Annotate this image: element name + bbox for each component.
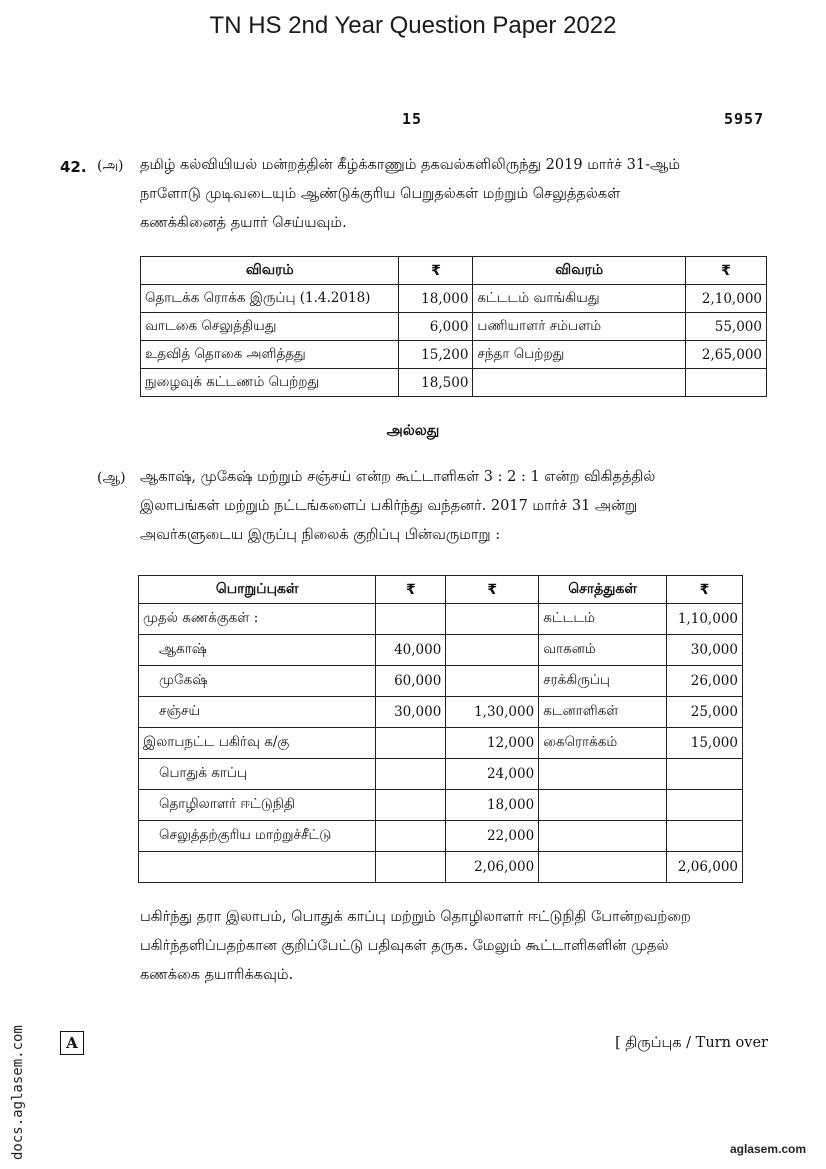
cell: 2,65,000 <box>686 341 767 369</box>
column-header: ₹ <box>399 257 473 285</box>
cell <box>666 759 742 790</box>
column-header: ₹ <box>376 576 446 604</box>
table-row <box>141 369 767 397</box>
column-header: சொத்துகள் <box>539 576 667 604</box>
version-box: A <box>60 1031 84 1055</box>
text-line: பகிர்ந்து தரா இலாபம், பொதுக் காப்பு மற்றும் தொழிலாளர் ஈட்டுநிதி போன்றவற்றை <box>140 909 691 925</box>
part-a-text <box>140 151 730 238</box>
column-header: ₹ <box>666 576 742 604</box>
cell: பணியாளர் சம்பளம் <box>473 313 686 341</box>
page-number: 15 <box>402 110 423 128</box>
cell: 15,200 <box>399 341 473 369</box>
receipts-payments-table <box>140 256 767 397</box>
cell: 15,000 <box>666 728 742 759</box>
part-a-label: (அ) <box>97 158 124 174</box>
table-total-row <box>139 852 743 883</box>
part-b-closing-text <box>140 903 730 990</box>
cell: 22,000 <box>446 821 539 852</box>
page-header-title: TN HS 2nd Year Question Paper 2022 <box>209 12 617 39</box>
cell: 18,500 <box>399 369 473 397</box>
text-line: கணக்கை தயாரிக்கவும். <box>140 967 294 983</box>
table-row <box>139 759 743 790</box>
part-b-text <box>140 463 730 550</box>
site-watermark: aglasem.com <box>729 1142 806 1156</box>
cell: செலுத்தற்குரிய மாற்றுச்சீட்டு <box>139 821 376 852</box>
cell <box>376 759 446 790</box>
cell: வாடகை செலுத்தியது <box>141 313 399 341</box>
cell: நுழைவுக் கட்டணம் பெற்றது <box>141 369 399 397</box>
cell <box>686 369 767 397</box>
table-row <box>139 666 743 697</box>
cell: 60,000 <box>376 666 446 697</box>
vertical-watermark: docs.aglasem.com <box>10 1025 26 1160</box>
cell <box>539 790 667 821</box>
column-header: பொறுப்புகள் <box>139 576 376 604</box>
text-line: நாளோடு முடிவடையும் ஆண்டுக்குரிய பெறுதல்கள் மற்றும் செலுத்தல்கள் <box>140 186 621 202</box>
question-number: 42. <box>60 158 87 176</box>
cell <box>376 821 446 852</box>
cell <box>376 728 446 759</box>
text-line: அவர்களுடைய இருப்பு நிலைக் குறிப்பு பின்வருமாறு : <box>140 527 501 543</box>
cell: முகேஷ் <box>139 666 376 697</box>
text-line: தமிழ் கல்வியியல் மன்றத்தின் கீழ்க்காணும் தகவல்களிலிருந்து 2019 மார்ச் 31-ஆம் <box>140 157 681 173</box>
cell <box>666 790 742 821</box>
cell: கட்டடம் <box>539 604 667 635</box>
turn-over-label: [ திருப்புக / Turn over <box>615 1035 768 1051</box>
cell: 1,10,000 <box>666 604 742 635</box>
cell: கைரொக்கம் <box>539 728 667 759</box>
cell <box>446 635 539 666</box>
cell: 18,000 <box>399 285 473 313</box>
cell <box>473 369 686 397</box>
column-header: ₹ <box>446 576 539 604</box>
cell: 26,000 <box>666 666 742 697</box>
cell: சஞ்சய் <box>139 697 376 728</box>
table-row <box>139 604 743 635</box>
column-header: விவரம் <box>141 257 399 285</box>
table-header-row <box>139 576 743 604</box>
text-line: ஆகாஷ், முகேஷ் மற்றும் சஞ்சய் என்ற கூட்டாளிகள் 3 : 2 : 1 என்ற விகிதத்தில் <box>140 469 656 485</box>
text-line: பகிர்ந்தளிப்பதற்கான குறிப்பேட்டு பதிவுகள் தருக. மேலும் கூட்டாளிகளின் முதல் <box>140 938 669 954</box>
cell: 18,000 <box>446 790 539 821</box>
table-row <box>139 790 743 821</box>
cell: சந்தா பெற்றது <box>473 341 686 369</box>
cell <box>376 604 446 635</box>
text-line: கணக்கினைத் தயார் செய்யவும். <box>140 215 347 231</box>
column-header: விவரம் <box>473 257 686 285</box>
part-b-label: (ஆ) <box>97 470 126 486</box>
cell <box>446 666 539 697</box>
column-header: ₹ <box>686 257 767 285</box>
cell: 40,000 <box>376 635 446 666</box>
table-row <box>141 285 767 313</box>
cell <box>666 821 742 852</box>
table-row <box>139 821 743 852</box>
cell: 55,000 <box>686 313 767 341</box>
table-row <box>139 728 743 759</box>
cell: சரக்கிருப்பு <box>539 666 667 697</box>
cell <box>539 821 667 852</box>
cell: கடனாளிகள் <box>539 697 667 728</box>
cell: உதவித் தொகை அளித்தது <box>141 341 399 369</box>
or-label: அல்லது <box>386 423 440 439</box>
cell: முதல் கணக்குகள் : <box>139 604 376 635</box>
cell <box>446 604 539 635</box>
cell: 25,000 <box>666 697 742 728</box>
cell: கட்டடம் வாங்கியது <box>473 285 686 313</box>
text-line: இலாபங்கள் மற்றும் நட்டங்களைப் பகிர்ந்து வந்தனர். 2017 மார்ச் 31 அன்று <box>140 498 638 514</box>
cell: 6,000 <box>399 313 473 341</box>
cell <box>376 790 446 821</box>
total-assets: 2,06,000 <box>666 852 742 883</box>
cell: தொடக்க ரொக்க இருப்பு (1.4.2018) <box>141 285 399 313</box>
table-row <box>139 697 743 728</box>
balance-sheet-table <box>138 575 743 883</box>
cell: 2,10,000 <box>686 285 767 313</box>
cell: 1,30,000 <box>446 697 539 728</box>
table-header-row <box>141 257 767 285</box>
table-row <box>141 341 767 369</box>
cell: பொதுக் காப்பு <box>139 759 376 790</box>
table-row <box>141 313 767 341</box>
cell <box>539 852 667 883</box>
cell: 30,000 <box>376 697 446 728</box>
table-row <box>139 635 743 666</box>
cell: தொழிலாளர் ஈட்டுநிதி <box>139 790 376 821</box>
paper-code: 5957 <box>724 110 765 128</box>
cell <box>376 852 446 883</box>
cell <box>139 852 376 883</box>
cell <box>539 759 667 790</box>
cell: ஆகாஷ் <box>139 635 376 666</box>
total-liabilities: 2,06,000 <box>446 852 539 883</box>
cell: 30,000 <box>666 635 742 666</box>
cell: 12,000 <box>446 728 539 759</box>
cell: 24,000 <box>446 759 539 790</box>
cell: இலாபநட்ட பகிர்வு க/கு <box>139 728 376 759</box>
cell: வாகனம் <box>539 635 667 666</box>
